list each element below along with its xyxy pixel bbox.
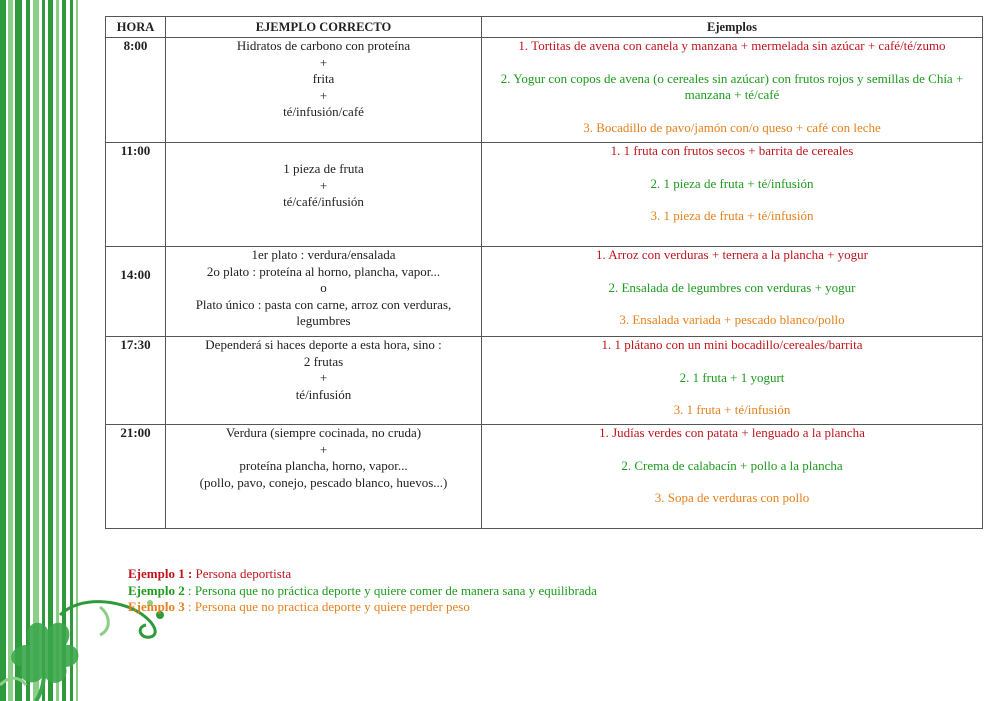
example-3: 3. Sopa de verduras con pollo [654,490,810,505]
example-3: 3. 1 fruta + té/infusión [673,402,791,417]
row-time: 11:00 [106,143,166,247]
header-hora: HORA [106,17,166,38]
legend-item-3: Ejemplo 3 : Persona que no practica deporte y quiere perder peso [128,599,470,614]
legend [128,566,597,616]
row-description: Dependerá si haces deporte a esta hora, sino : 2 frutas + té/infusión [166,337,482,425]
row-time: 21:00 [106,425,166,529]
row-description: Hidratos de carbono con proteína + frita + té/infusión/café [166,38,482,143]
row-examples [482,38,983,143]
header-ejemplo-correcto: EJEMPLO CORRECTO [166,17,482,38]
example-1: 1. Arroz con verduras + ternera a la plancha + yogur [595,247,869,262]
row-description: Verdura (siempre cocinada, no cruda) + proteína plancha, horno, vapor... (pollo, pavo, conejo, pescado blanco, huevos...) [166,425,482,529]
example-3: 3. Bocadillo de pavo/jamón con/o queso + café con leche [583,119,881,135]
table-row [106,38,983,143]
example-1: 1. Tortitas de avena con canela y manzana + mermelada sin azúcar + café/té/zumo [518,38,946,53]
row-examples [482,247,983,337]
example-1: 1. 1 plátano con un mini bocadillo/cereales/barrita [601,337,863,352]
header-ejemplos: Ejemplos [482,17,983,38]
example-2: 2. Ensalada de legumbres con verduras + yogur [608,279,856,295]
example-1: 1. Judías verdes con patata + lenguado a la plancha [599,425,865,440]
row-time: 14:00 [106,247,166,337]
row-examples [482,425,983,529]
legend-item-1: Ejemplo 1 : Persona deportista [128,566,292,581]
row-examples [482,143,983,247]
legend-item-2: Ejemplo 2 : Persona que no práctica deporte y quiere comer de manera sana y equilibrada [128,582,597,598]
example-3: 3. 1 pieza de fruta + té/infusión [650,208,814,223]
table-row [106,247,983,337]
row-description: 1 pieza de fruta + té/café/infusión [166,143,482,247]
table-row [106,143,983,247]
example-2: 2. 1 pieza de fruta + té/infusión [650,175,814,191]
table-row [106,425,983,529]
example-3: 3. Ensalada variada + pescado blanco/pollo [619,312,845,327]
table-row [106,337,983,425]
row-time: 17:30 [106,337,166,425]
example-1: 1. 1 fruta con frutos secos + barrita de cereales [610,143,854,158]
example-2: 2. 1 fruta + 1 yogurt [679,369,785,385]
meal-plan-table [105,16,983,529]
row-time: 8:00 [106,38,166,143]
row-examples [482,337,983,425]
example-2: 2. Crema de calabacín + pollo a la plancha [621,457,843,473]
table-header-row [106,17,983,38]
row-description: 1er plato : verdura/ensalada 2o plato : proteína al horno, plancha, vapor... o Plato único : pasta con carne, arroz con verduras, legumbres [166,247,482,337]
example-2: 2. Yogur con copos de avena (o cereales sin azúcar) con frutos rojos y semillas de Chía + manzana + té/café [500,70,964,102]
